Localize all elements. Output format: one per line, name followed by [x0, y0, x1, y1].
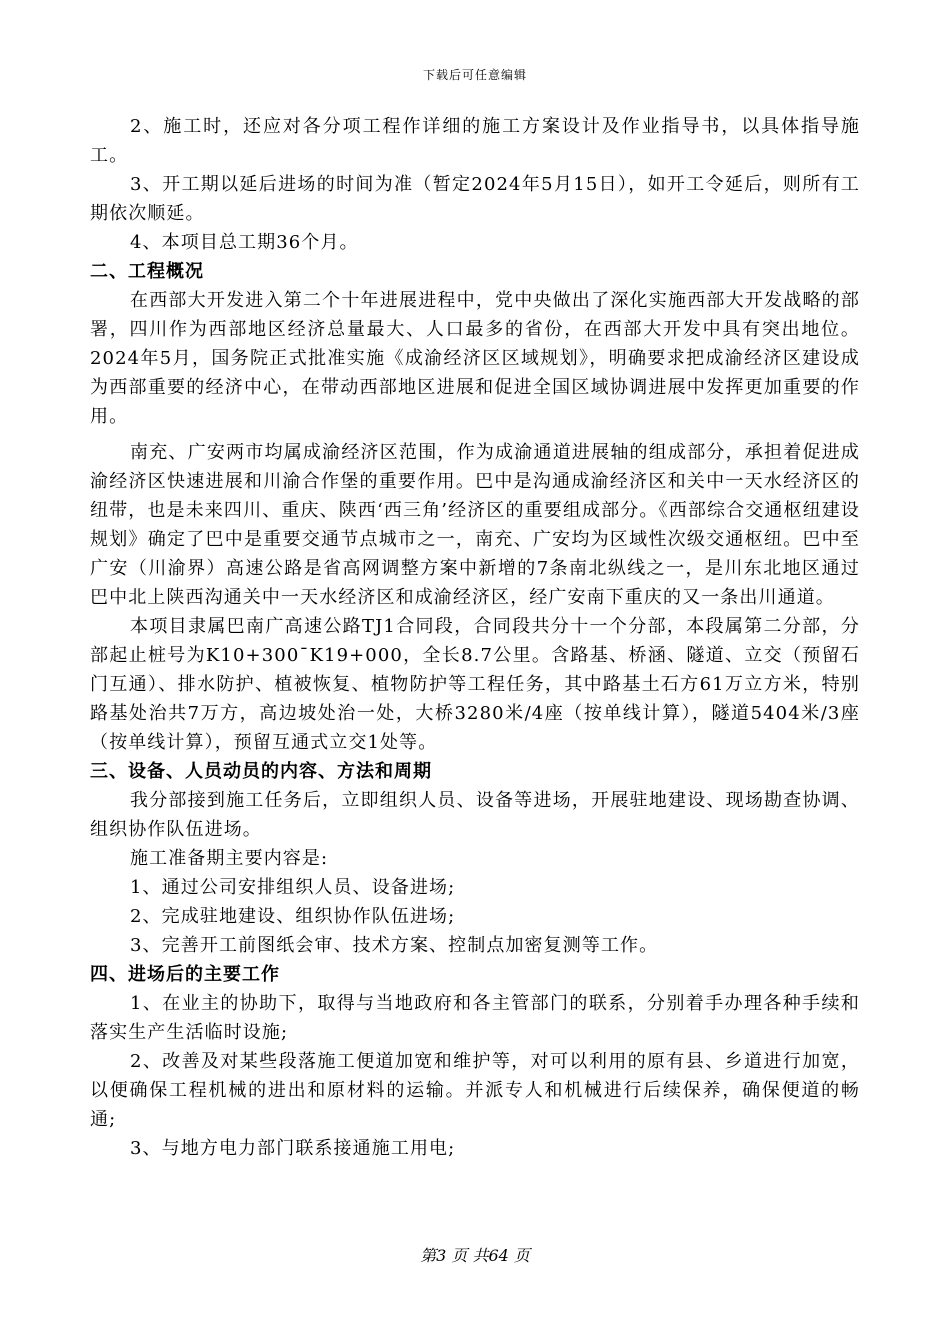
- paragraph: 本项目隶属巴南广高速公路TJ1合同段，合同段共分十一个分部，本段属第二分部，分部起止桩号为K10+300¯K19+000，全长8.7公里。含路基、桥涵、隧道、立交（预留石门互通）、排水防护、植被恢复、植物防护等工程任务，其中路基土石方61万立方米，特别路基处治共7万方，高边坡处治一处，大桥3280米/4座（按单线计算），隧道5404米/3座（按单线计算），预留互通式立交1处等。: [90, 616, 860, 753]
- paragraph: 2、施工时，还应对各分项工程作详细的施工方案设计及作业指导书，以具体指导施工。: [90, 116, 860, 166]
- paragraph: 3、开工期以延后进场的时间为准（暂定2024年5月15日），如开工令延后，则所有工期依次顺延。: [90, 174, 860, 224]
- paragraph: 在西部大开发进入第二个十年进展进程中，党中央做出了深化实施西部大开发战略的部署，四川作为西部地区经济总量最大、人口最多的省份，在西部大开发中具有突出地位。2024年5月，国务院正式批准实施《成渝经济区区域规划》，明确要求把成渝经济区建设成为西部重要的经济中心，在带动西部地区进展和促进全国区域协调进展中发挥更加重要的作用。: [90, 290, 860, 427]
- paragraph: 我分部接到施工任务后，立即组织人员、设备等进场，开展驻地建设、现场勘查协调、组织协作队伍进场。: [90, 790, 860, 840]
- page-header: 下载后可任意编辑: [422, 68, 527, 82]
- list-item: 2、改善及对某些段落施工便道加宽和维护等，对可以利用的原有县、乡道进行加宽，以便确保工程机械的进出和原材料的运输。并派专人和机械进行后续保养，确保便道的畅通;: [90, 1051, 860, 1130]
- paragraph: 施工准备期主要内容是:: [130, 848, 329, 869]
- list-item: 2、完成驻地建设、组织协作队伍进场;: [130, 906, 456, 927]
- section-heading: 二、工程概况: [90, 261, 204, 282]
- page-footer: 第3 页 共64 页: [420, 1246, 530, 1265]
- paragraph: 南充、广安两市均属成渝经济区范围，作为成渝通道进展轴的组成部分，承担着促进成渝经济区快速进展和川渝合作堡的重要作用。巴中是沟通成渝经济区和关中一天水经济区的纽带，也是未来四川、重庆、陕西‘西三角’经济区的重要组成部分。《西部综合交通枢纽建设规划》确定了巴中是重要交通节点城市之一，南充、广安均为区域性次级交通枢纽。巴中至广安（川渝界）高速公路是省高网调整方案中新增的7条南北纵线之一，是川东北地区通过巴中北上陕西沟通关中一天水经济区和成渝经济区，经广安南下重庆的又一条出川通道。: [90, 442, 860, 608]
- list-item: 1、在业主的协助下，取得与当地政府和各主管部门的联系，分别着手办理各种手续和落实生产生活临时设施;: [90, 993, 860, 1043]
- section-heading: 四、进场后的主要工作: [90, 964, 280, 985]
- paragraph: 4、本项目总工期36个月。: [130, 232, 359, 253]
- list-item: 3、完善开工前图纸会审、技术方案、控制点加密复测等工作。: [130, 935, 659, 956]
- list-item: 1、通过公司安排组织人员、设备进场;: [130, 877, 456, 898]
- list-item: 3、与地方电力部门联系接通施工用电;: [130, 1138, 456, 1159]
- document-body: [90, 112, 860, 1163]
- section-heading: 三、设备、人员动员的内容、方法和周期: [90, 761, 432, 782]
